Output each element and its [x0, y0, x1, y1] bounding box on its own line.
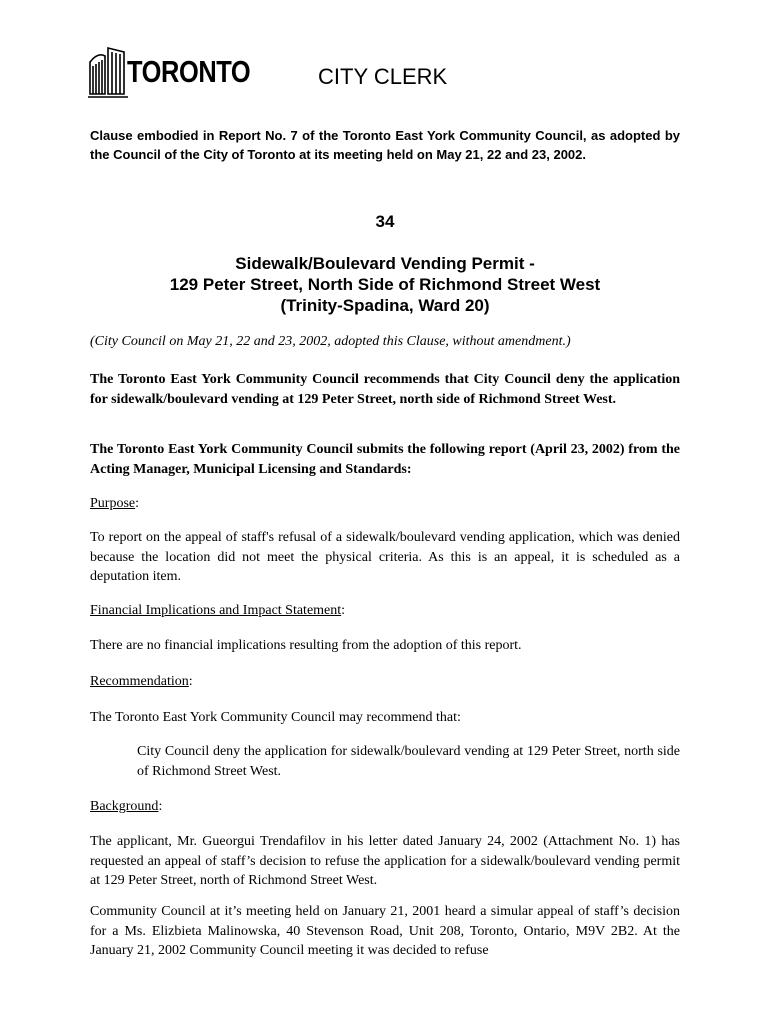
recommendation-heading: Recommendation:: [90, 674, 193, 689]
clause-statement: Clause embodied in Report No. 7 of the Toronto East York Community Council, as adopted by the Council of the City of Toronto at its meeting held on May 21, 22 and 23, 2002.: [90, 128, 680, 162]
title-line-1: Sidewalk/Boulevard Vending Permit -: [235, 254, 535, 273]
recommendation-item: City Council deny the application for sidewalk/boulevard vending at 129 Peter Street, north side of Richmond Street West.: [137, 744, 680, 779]
background-heading-text: Background: [90, 799, 159, 814]
recommendation-summary: The Toronto East York Community Council recommends that City Council deny the application for sidewalk/boulevard vending at 129 Peter Street, north side of Richmond Street West.: [90, 372, 680, 407]
city-hall-icon: [88, 44, 128, 100]
item-number: 34: [375, 212, 395, 231]
background-heading: Background:: [90, 799, 163, 814]
title-line-2: 129 Peter Street, North Side of Richmond Street West: [169, 275, 601, 294]
report-intro: The Toronto East York Community Council submits the following report (April 23, 2002) from the Acting Manager, Municipal Licensing and Standards:: [90, 442, 680, 477]
logo-wordmark: TORONTO: [127, 54, 251, 89]
department-title: CITY CLERK: [318, 64, 448, 89]
council-note: (City Council on May 21, 22 and 23, 2002, adopted this Clause, without amendment.): [90, 334, 571, 349]
purpose-heading-text: Purpose: [90, 496, 136, 511]
recommendation-heading-text: Recommendation: [90, 674, 189, 689]
background-paragraph-1: The applicant, Mr. Gueorgui Trendafilov in his letter dated January 24, 2002 (Attachment No. 1) has requested an appeal of staff’s decision to refuse the application for a sidewalk/boulevard vending permit at 129 Peter Street, north of Richmond Street West.: [90, 834, 680, 888]
financial-text: There are no financial implications resulting from the adoption of this report.: [90, 638, 522, 653]
toronto-logo: [88, 44, 251, 100]
report-title: [0, 253, 770, 316]
purpose-text: To report on the appeal of staff's refusal of a sidewalk/boulevard vending application, which was denied because the location did not meet the physical criteria. As this is an appeal, it is scheduled as a deputation item.: [90, 530, 680, 584]
financial-heading: Financial Implications and Impact Statement:: [90, 603, 346, 618]
background-paragraph-2: Community Council at it’s meeting held on January 21, 2001 heard a simular appeal of staff’s decision for a Ms. Elizbieta Malinowska, 40 Stevenson Road, Unit 208, Toronto, Ontario, M9V 2B2. At the January 21, 2002 Community Council meeting it was decided to refuse: [90, 904, 680, 958]
purpose-heading: Purpose:: [90, 496, 140, 511]
recommendation-intro: The Toronto East York Community Council may recommend that:: [90, 710, 461, 725]
title-line-3: (Trinity-Spadina, Ward 20): [280, 296, 490, 315]
financial-heading-text: Financial Implications and Impact Statement: [90, 603, 342, 618]
